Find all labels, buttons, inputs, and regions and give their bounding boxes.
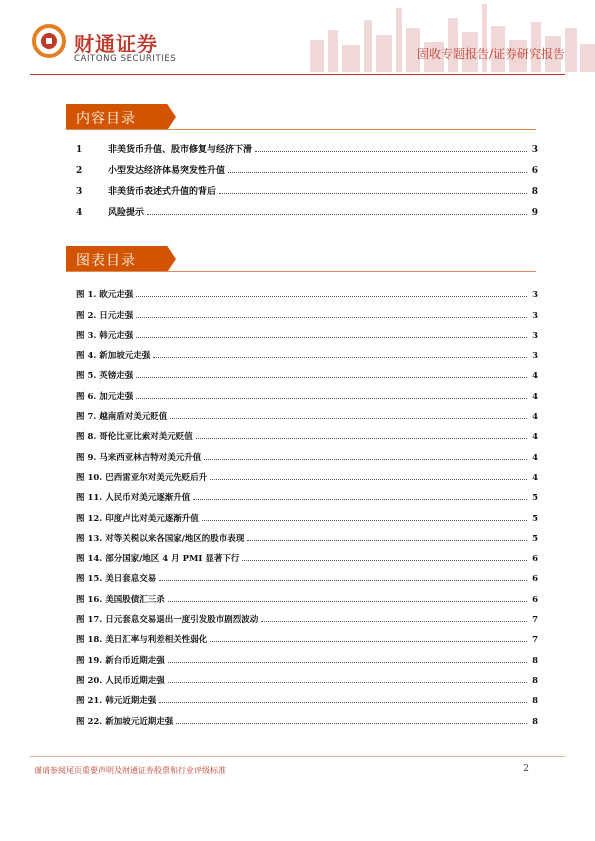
figure-item-page: 4	[532, 432, 538, 443]
toc-item-number: 3	[76, 187, 83, 197]
leader-dots	[204, 459, 527, 460]
figure-item[interactable]	[76, 666, 538, 686]
figure-item[interactable]	[76, 280, 538, 300]
figure-item-title: 图 7. 越南盾对美元贬值	[76, 412, 168, 423]
figure-item[interactable]	[76, 584, 538, 604]
figure-item[interactable]	[76, 605, 538, 625]
leader-dots	[159, 580, 527, 581]
figure-item-title: 图 22. 新加坡元近期走强	[76, 716, 174, 727]
figure-item-page: 3	[532, 310, 538, 321]
figure-item-page: 7	[532, 615, 538, 626]
leader-dots	[159, 702, 527, 703]
figure-item-title: 图 9. 马来西亚林吉特对美元升值	[76, 452, 202, 463]
leader-dots	[242, 560, 527, 561]
figure-item-title: 图 17. 日元套息交易退出一度引发股市剧烈波动	[76, 615, 259, 626]
toc-item-number: 2	[76, 166, 83, 176]
toc-item[interactable]	[76, 134, 538, 155]
leader-dots	[168, 662, 527, 663]
figure-item-page: 5	[532, 493, 538, 504]
figure-item-page: 6	[532, 554, 538, 565]
leader-dots	[176, 723, 527, 724]
figure-item-page: 3	[532, 290, 538, 301]
leader-dots	[136, 317, 527, 318]
figure-item[interactable]	[76, 483, 538, 503]
figure-item-title: 图 6. 加元走强	[76, 391, 134, 402]
brand-name-en: CAITONG SECURITIES	[74, 54, 177, 64]
figure-item-title: 图 10. 巴西雷亚尔对美元先贬后升	[76, 472, 208, 483]
brand-name-cn: 财通证券	[74, 32, 158, 56]
figure-item-page: 7	[532, 635, 538, 646]
figure-item-page: 5	[532, 513, 538, 524]
figure-item-page: 4	[532, 371, 538, 382]
figure-item-title: 图 3. 韩元走强	[76, 330, 134, 341]
figure-item-page: 3	[532, 330, 538, 341]
leader-dots	[196, 438, 527, 439]
figure-item-title: 图 12. 印度卢比对美元逐渐升值	[76, 513, 199, 524]
toc-item[interactable]	[76, 197, 538, 218]
figure-item-title: 图 4. 新加坡元走强	[76, 351, 151, 362]
page-header	[0, 0, 595, 75]
figure-item-title: 图 2. 日元走强	[76, 310, 134, 321]
leader-dots	[219, 193, 527, 194]
page-number: 2	[523, 764, 529, 774]
toc-item-number: 1	[76, 145, 83, 155]
figure-item-title: 图 1. 欧元走强	[76, 290, 134, 301]
footer-disclaimer: 谨请参阅尾页重要声明及财通证券股票和行业评级标准	[34, 766, 226, 775]
figure-item-page: 4	[532, 472, 538, 483]
toc-item-title: 风险提示	[108, 208, 145, 218]
figure-item-title: 图 20. 人民币近期走强	[76, 675, 165, 686]
leader-dots	[255, 151, 527, 152]
figure-item-page: 4	[532, 412, 538, 423]
figure-item-page: 5	[532, 533, 538, 544]
figure-item-title: 图 5. 英镑走强	[76, 371, 134, 382]
leader-dots	[136, 337, 527, 338]
toc-item[interactable]	[76, 176, 538, 197]
figure-item-title: 图 21. 韩元近期走强	[76, 696, 157, 707]
figure-item-page: 8	[532, 696, 538, 707]
figure-item[interactable]	[76, 524, 538, 544]
toc-item-title: 非美货币表述式升值的背后	[108, 187, 217, 197]
figures-heading-tab	[66, 246, 194, 272]
figure-item[interactable]	[76, 341, 538, 361]
figure-item[interactable]	[76, 402, 538, 422]
toc-item-page: 9	[531, 208, 538, 218]
figure-item-page: 3	[532, 351, 538, 362]
leader-dots	[228, 172, 527, 173]
figure-item[interactable]	[76, 564, 538, 584]
leader-dots	[170, 418, 527, 419]
toc-item-page: 3	[531, 145, 538, 155]
figure-item[interactable]	[76, 503, 538, 523]
footer-divider	[30, 756, 565, 757]
leader-dots	[136, 398, 527, 399]
leader-dots	[136, 296, 527, 297]
figure-item[interactable]	[76, 706, 538, 726]
figure-item-page: 4	[532, 391, 538, 402]
figure-item[interactable]	[76, 300, 538, 320]
figure-item[interactable]	[76, 442, 538, 462]
figure-item[interactable]	[76, 463, 538, 483]
leader-dots	[210, 479, 527, 480]
toc-heading: 内容目录	[76, 111, 136, 127]
figures-heading-rule	[66, 271, 536, 272]
figure-item-page: 4	[532, 452, 538, 463]
figure-item-page: 6	[532, 574, 538, 585]
leader-dots	[247, 540, 527, 541]
figure-item[interactable]	[76, 422, 538, 442]
figure-item-title: 图 15. 美日套息交易	[76, 574, 157, 585]
figure-item[interactable]	[76, 321, 538, 341]
figure-item-title: 图 19. 新台币近期走强	[76, 655, 165, 666]
toc-item-title: 小型发达经济体易突发性升值	[108, 166, 226, 176]
figures-list	[76, 280, 538, 727]
toc-item-title: 非美货币升值、股市修复与经济下滑	[108, 145, 253, 155]
leader-dots	[168, 682, 527, 683]
leader-dots	[147, 214, 527, 215]
figure-item-title: 图 13. 对等关税以来各国家/地区的股市表现	[76, 533, 245, 544]
figures-heading: 图表目录	[76, 253, 136, 269]
toc-item-page: 6	[531, 166, 538, 176]
figure-item[interactable]	[76, 625, 538, 645]
figure-item-page: 6	[532, 594, 538, 605]
figure-item[interactable]	[76, 361, 538, 381]
figure-item-page: 8	[532, 716, 538, 727]
toc-heading-tab	[66, 104, 194, 130]
figure-item[interactable]	[76, 544, 538, 564]
figure-item-title: 图 11. 人民币对美元逐渐升值	[76, 493, 191, 504]
figure-item-title: 图 8. 哥伦比亚比索对美元贬值	[76, 432, 193, 443]
figure-item-page: 8	[532, 675, 538, 686]
leader-dots	[261, 621, 527, 622]
header-divider	[30, 74, 565, 75]
figure-item[interactable]	[76, 645, 538, 665]
leader-dots	[193, 499, 527, 500]
toc-heading-rule	[66, 129, 536, 130]
toc-item[interactable]	[76, 155, 538, 176]
report-type: 固收专题报告/证券研究报告	[416, 47, 565, 61]
toc-list	[76, 134, 538, 218]
caitong-logo-icon	[32, 24, 66, 58]
figure-item-title: 图 18. 美日汇率与利差相关性弱化	[76, 635, 208, 646]
toc-item-number: 4	[76, 208, 83, 218]
leader-dots	[168, 601, 527, 602]
figure-item[interactable]	[76, 381, 538, 401]
leader-dots	[202, 520, 527, 521]
figure-item[interactable]	[76, 686, 538, 706]
toc-item-page: 8	[531, 187, 538, 197]
leader-dots	[210, 641, 527, 642]
leader-dots	[153, 357, 527, 358]
figure-item-title: 图 14. 部分国家/地区 4 月 PMI 显著下行	[76, 554, 240, 565]
figure-item-page: 8	[532, 655, 538, 666]
figure-item-title: 图 16. 美国股债汇三杀	[76, 594, 165, 605]
leader-dots	[136, 377, 527, 378]
